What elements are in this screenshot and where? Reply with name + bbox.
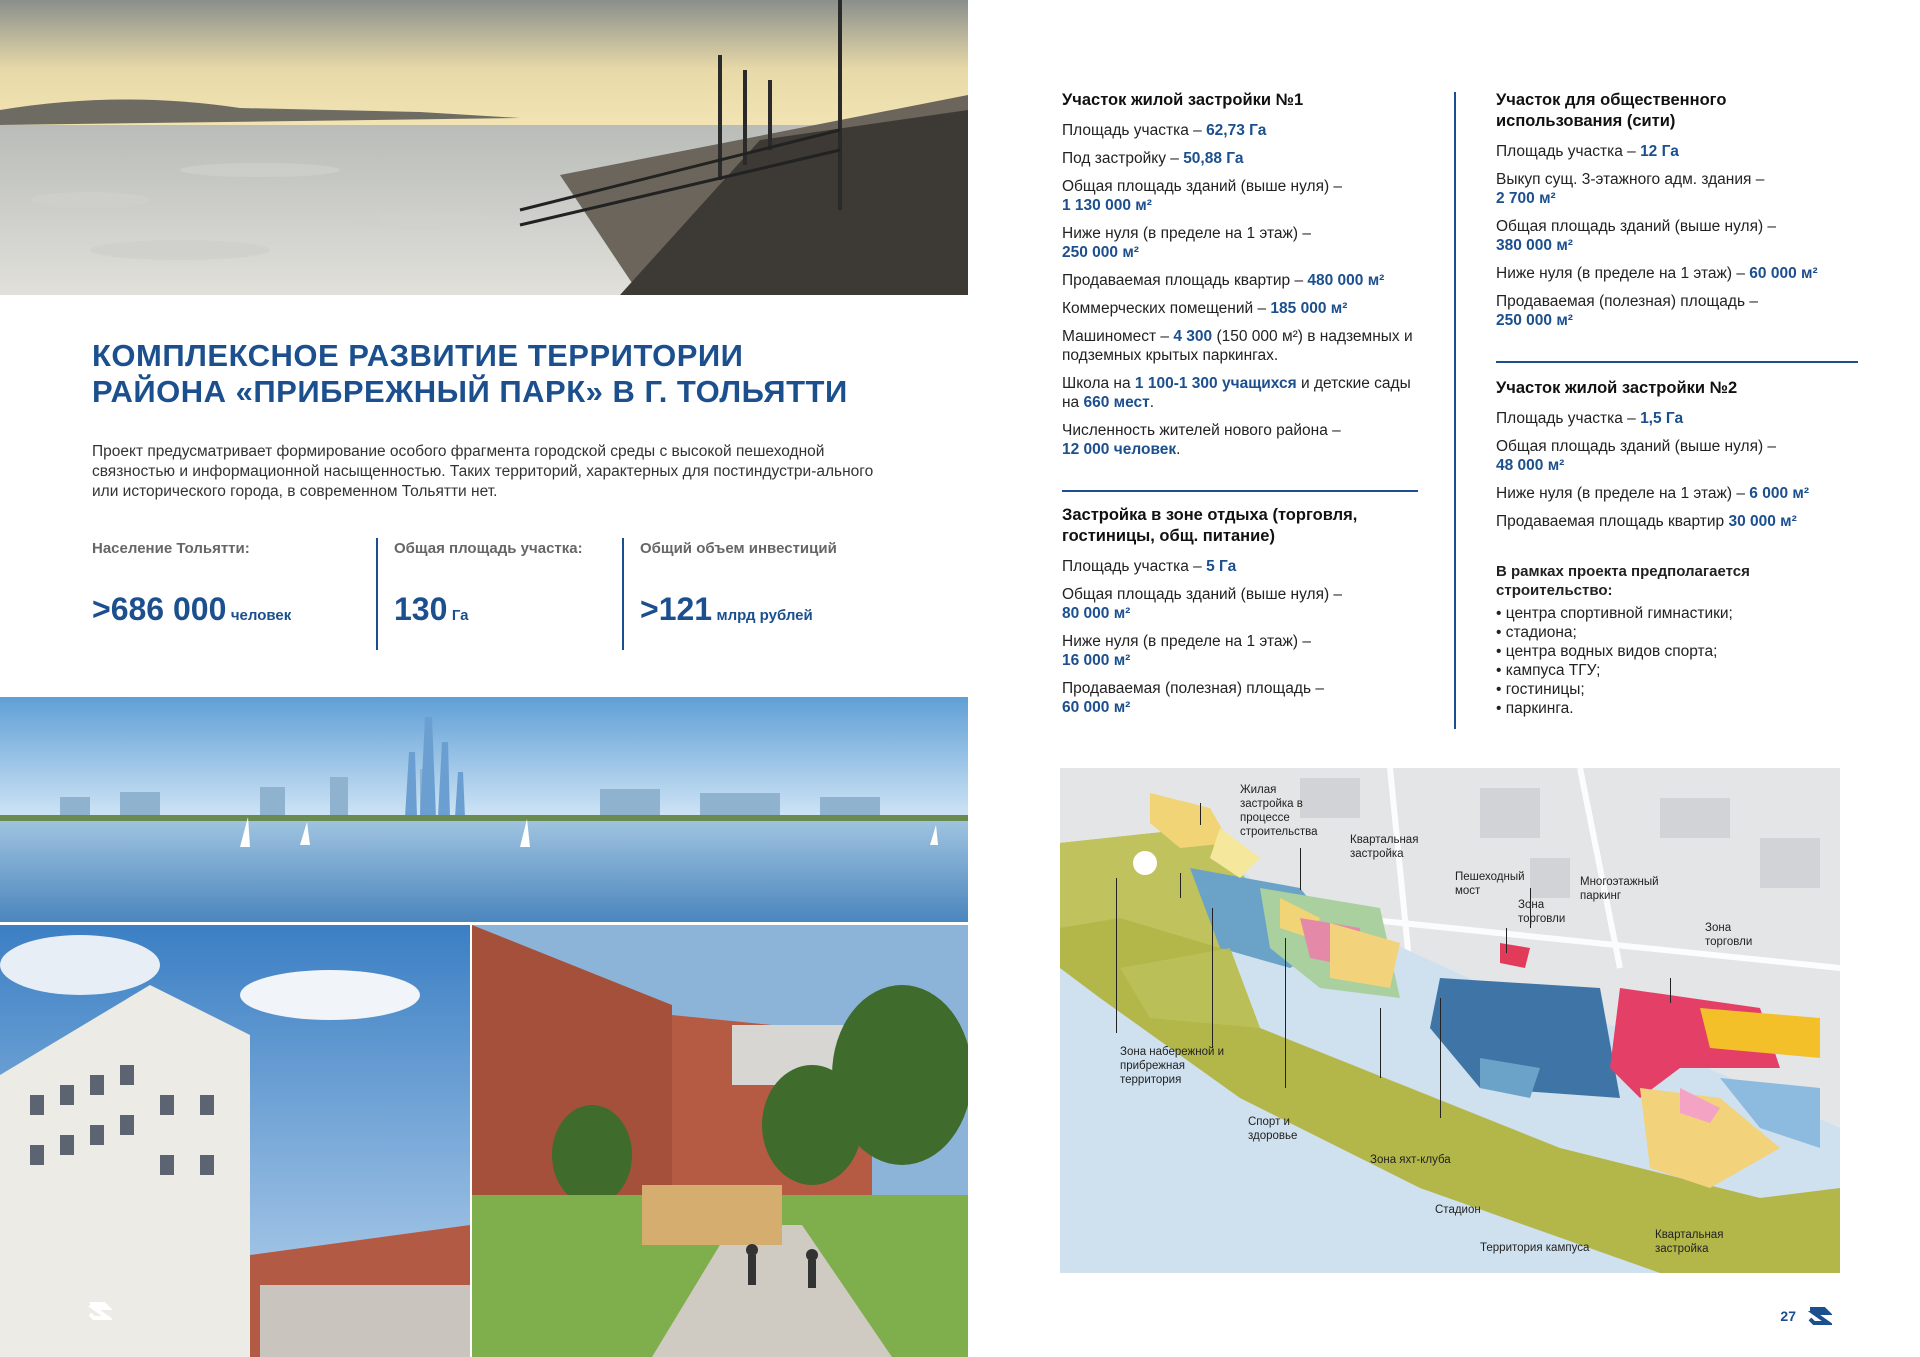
- map-label: Квартальная застройка: [1655, 1229, 1724, 1255]
- intro-text: Проект предусматривает формирование особого фрагмента городской среды с высокой пешеходной связностью и информационной насыщенностью. Таких территорий, характерных для постиндустри-ального или исторического города, в современном Тольятти нет.: [92, 443, 874, 500]
- map-label: Стадион: [1435, 1204, 1481, 1216]
- embankment-photo: [0, 0, 968, 295]
- project-heading: В рамках проекта предполагается строительство:: [1496, 563, 1750, 599]
- public-heading: Участок для общественного использования (сити): [1496, 91, 1727, 130]
- leisure-block: [1062, 505, 1422, 726]
- section-divider: [1062, 490, 1418, 492]
- title-line-2: РАЙОНА «ПРИБРЕЖНЫЙ ПАРК» В Г. ТОЛЬЯТТИ: [92, 374, 848, 409]
- section-divider: [1496, 361, 1858, 363]
- stat-investment: [640, 540, 900, 628]
- leisure-row: Общая площадь зданий (выше нуля) – 80 000 м²: [1062, 586, 1343, 622]
- plot1-row: Под застройку – 50,88 Га: [1062, 150, 1244, 167]
- map-label: Пешеходный мост: [1455, 871, 1525, 897]
- plot1-row: Численность жителей нового района – 12 000 человек.: [1062, 422, 1341, 458]
- stat-label: Общий объем инвестиций: [640, 540, 837, 557]
- page-number: 27: [1780, 1308, 1796, 1324]
- courtyard-photo: [472, 925, 968, 1357]
- plot1-heading: Участок жилой застройки №1: [1062, 91, 1304, 109]
- map-label: Зона набережной и прибрежная территория: [1120, 1046, 1225, 1086]
- stat-value: 130: [394, 591, 448, 627]
- stat-unit: млрд рублей: [716, 607, 813, 624]
- map-label: Многоэтажный паркинг: [1580, 876, 1659, 902]
- plot1-row: Продаваемая площадь квартир – 480 000 м²: [1062, 272, 1385, 289]
- plot1-row: Ниже нуля (в пределе на 1 этаж) – 250 000 м²: [1062, 225, 1311, 261]
- plot2-row: Ниже нуля (в пределе на 1 этаж) – 6 000 м²: [1496, 485, 1810, 502]
- stat-prefix: >: [92, 591, 111, 627]
- stat-unit: Га: [451, 607, 469, 624]
- plot2-heading: Участок жилой застройки №2: [1496, 379, 1738, 397]
- map-label: Квартальная застройка: [1350, 834, 1419, 860]
- stat-divider: [376, 538, 378, 650]
- public-row: Ниже нуля (в пределе на 1 этаж) – 60 000 м²: [1496, 265, 1818, 282]
- page-title: [92, 338, 952, 410]
- map-label: Жилая застройка в процессе строительства: [1240, 784, 1318, 838]
- public-block: [1496, 90, 1866, 339]
- plot2-block: [1496, 378, 1866, 540]
- public-row: Продаваемая (полезная) площадь – 250 000 м²: [1496, 293, 1758, 329]
- skyline-photo: [0, 697, 968, 922]
- plot1-row: Школа на 1 100-1 300 учащихся и детские сады на 660 мест.: [1062, 375, 1411, 411]
- plot1-row: Машиномест – 4 300 (150 000 м²) в надземных и подземных крытых паркингах.: [1062, 328, 1413, 364]
- list-item: • стадиона;: [1496, 623, 1816, 642]
- logo-icon: [86, 1298, 112, 1324]
- plot1-block: [1062, 90, 1422, 468]
- masterplan-map: [1060, 768, 1840, 1273]
- plot2-row: Продаваемая площадь квартир 30 000 м²: [1496, 513, 1797, 530]
- map-label: Территория кампуса: [1480, 1242, 1590, 1254]
- column-divider: [1454, 92, 1456, 729]
- stat-prefix: >: [640, 591, 659, 627]
- plot1-row: Общая площадь зданий (выше нуля) – 1 130 000 м²: [1062, 178, 1343, 214]
- plot1-row: Коммерческих помещений – 185 000 м²: [1062, 300, 1348, 317]
- stat-value: 121: [658, 591, 713, 627]
- leisure-row: Ниже нуля (в пределе на 1 этаж) – 16 000 м²: [1062, 633, 1311, 669]
- list-item: • центра водных видов спорта;: [1496, 642, 1816, 661]
- leisure-row: Продаваемая (полезная) площадь – 60 000 м²: [1062, 680, 1324, 716]
- list-item: • кампуса ТГУ;: [1496, 661, 1816, 680]
- white-building-photo: [0, 925, 470, 1357]
- stat-label: Население Тольятти:: [92, 540, 250, 557]
- public-row: Выкуп сущ. 3-этажного адм. здания – 2 700 м²: [1496, 171, 1765, 207]
- map-label: Зона торговли: [1705, 922, 1753, 948]
- list-item: • центра спортивной гимнастики;: [1496, 604, 1816, 623]
- list-item: • паркинга.: [1496, 699, 1816, 718]
- public-row: Площадь участка – 12 Га: [1496, 143, 1679, 160]
- list-item: • гостиницы;: [1496, 680, 1816, 699]
- stat-divider: [622, 538, 624, 650]
- stat-population: [92, 540, 362, 628]
- plot2-row: Общая площадь зданий (выше нуля) – 48 000 м²: [1496, 438, 1777, 474]
- project-list: [1496, 604, 1816, 718]
- leisure-heading: Застройка в зоне отдыха (торговля, гостиницы, общ. питание): [1062, 506, 1358, 545]
- plot1-row: Площадь участка – 62,73 Га: [1062, 122, 1267, 139]
- map-label: Зона яхт-клуба: [1370, 1154, 1451, 1166]
- map-label: Зона торговли: [1518, 899, 1566, 925]
- stat-label: Общая площадь участка:: [394, 540, 583, 557]
- stat-unit: человек: [230, 607, 292, 624]
- stat-value: 686 000: [110, 591, 227, 627]
- leisure-row: Площадь участка – 5 Га: [1062, 558, 1237, 575]
- plot2-row: Площадь участка – 1,5 Га: [1496, 410, 1684, 427]
- public-row: Общая площадь зданий (выше нуля) – 380 000 м²: [1496, 218, 1777, 254]
- map-label: Спорт и здоровье: [1248, 1116, 1298, 1142]
- title-line-1: КОМПЛЕКСНОЕ РАЗВИТИЕ ТЕРРИТОРИИ: [92, 338, 744, 373]
- stat-area: [394, 540, 614, 628]
- project-block: [1496, 562, 1816, 718]
- logo-icon: [1806, 1303, 1832, 1329]
